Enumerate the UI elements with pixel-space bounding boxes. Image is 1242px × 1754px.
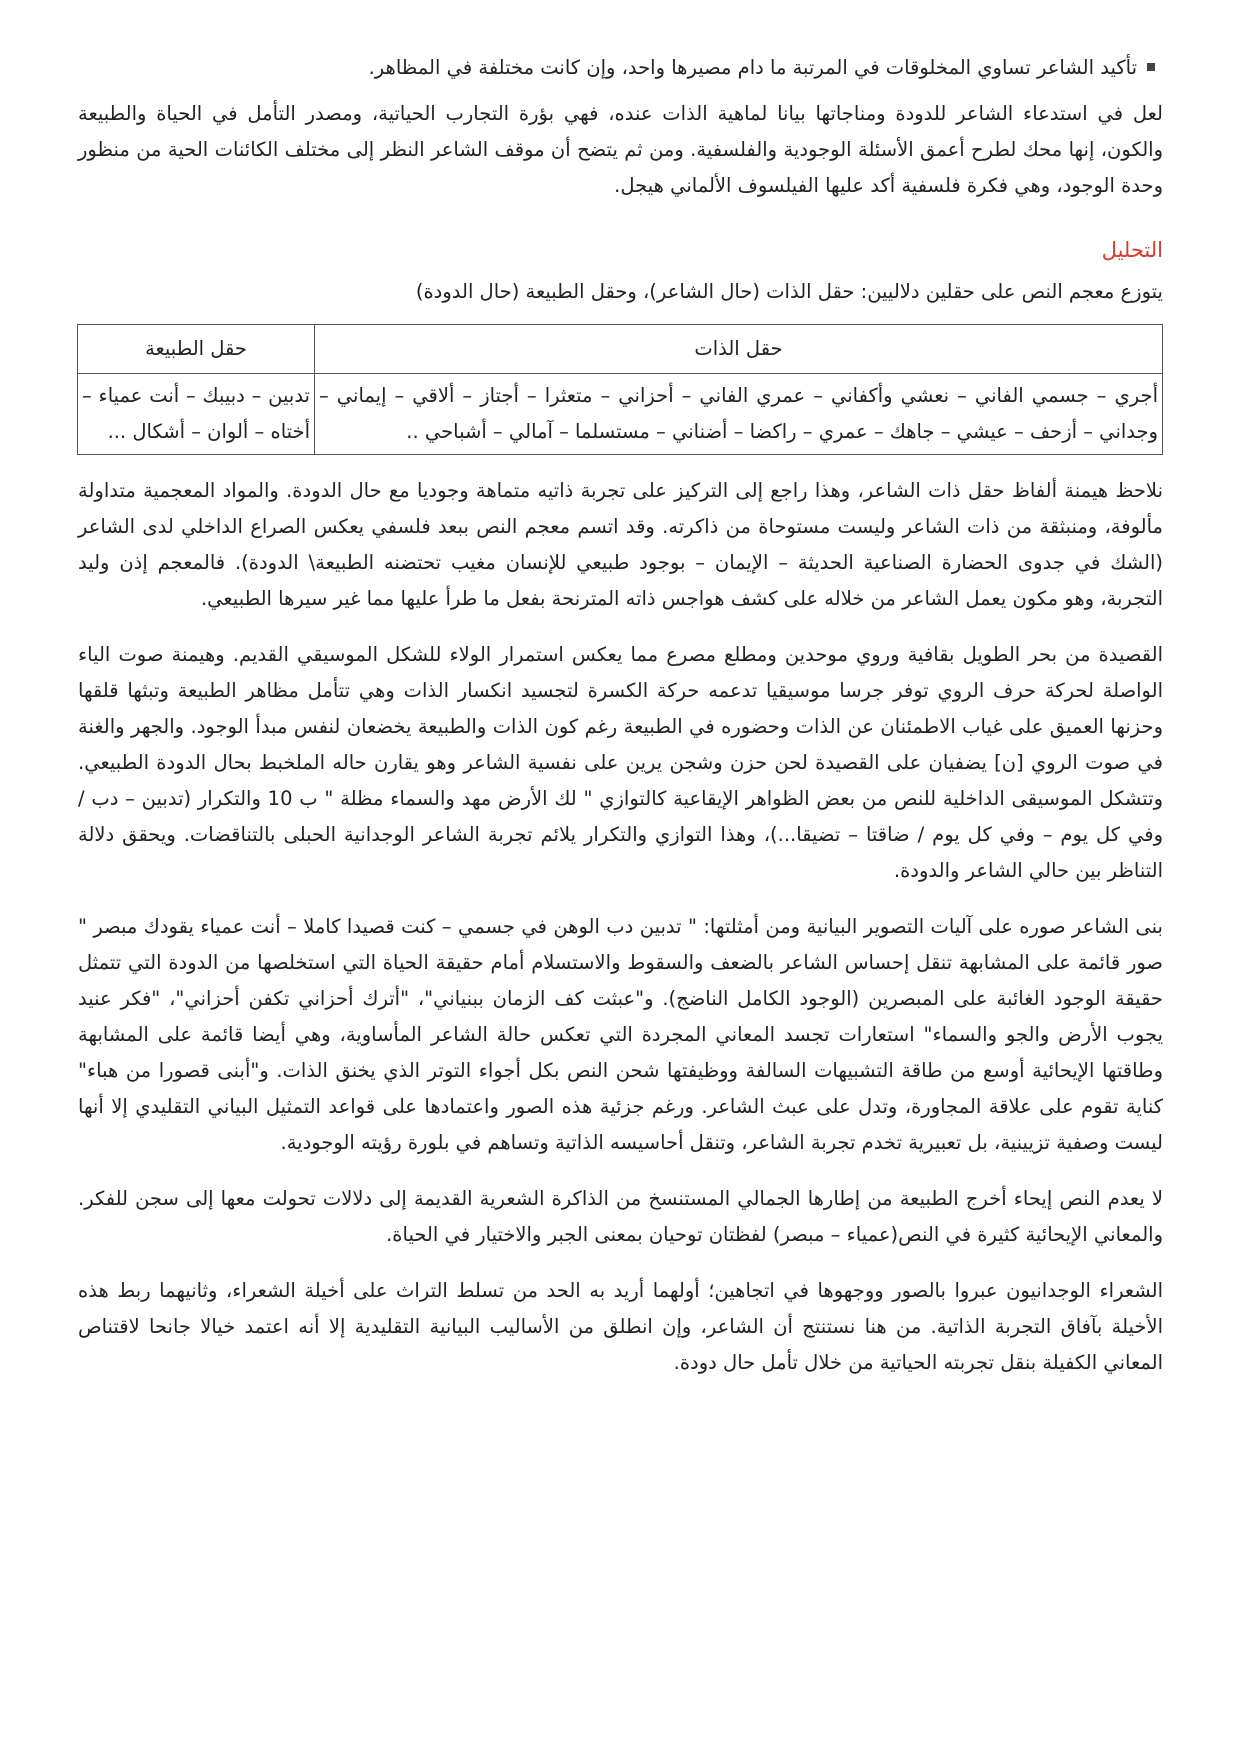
semantic-fields-table — [77, 324, 1163, 455]
bullet-text: تأكيد الشاعر تساوي المخلوقات في المرتبة ما دام مصيرها واحد، وإن كانت مختلفة في المظاهر. — [368, 56, 1137, 79]
cell-self-field: أجري – جسمي الفاني – نعشي وأكفاني – عمري الفاني – أحزاني – متعثرا – أجتاز – ألاقي – إيماني – وجداني – أزحف – عيشي – جاهك – عمري – راكضا – أضناني – مستسلما – آمالي – أشباحي .. — [315, 374, 1163, 455]
cell-nature-field: تدبين – دبيبك – أنت عمياء – أختاه – ألوان – أشكال ... — [78, 374, 315, 455]
table-row — [78, 374, 1163, 455]
paragraph-conclusion: الشعراء الوجدانيون عبروا بالصور ووجهوها في اتجاهين؛ أولهما أريد به الحد من تسلط التراث على أخيلة الشعراء، وثانيهما ربط هذه الأخيلة بآفاق التجربة الذاتية. من هنا نستنتج أن الشاعر، وإن انطلق من الأساليب البيانية التقليدية إلا أنه اعتمد خيالا جانحا لاقتناص المعاني الكفيلة بنقل تجربته الحياتية من خلال تأمل حال دودة. — [78, 1279, 1163, 1374]
paragraph-lexicon: نلاحظ هيمنة ألفاظ حقل ذات الشاعر، وهذا راجع إلى التركيز على تجربة ذاتيه متماهة وجوديا مع حال الدودة. والمواد المعجمية متداولة مألوفة، ومنبثقة من ذات الشاعر وليست مستوحاة من ذاكرته. وقد اتسم معجم النص ببعد فلسفي يعكس الصراع الداخلي لدى الشاعر (الشك في جدوى الحضارة الصناعية الحديثة – الإيمان – بوجود طبيعي للإنسان مغيب تحتضنه الطبيعة\ الدودة). فالمعجم إذن وليد التجربة، وهو مكون يعمل الشاعر من خلاله على كشف هواجس ذاته المترنحة بفعل ما طرأ عليها مما غير سيرها الطبيعي. — [78, 479, 1163, 610]
paragraph-suggestion: لا يعدم النص إيحاء أخرج الطبيعة من إطارها الجمالي المستنسخ من الذاكرة الشعرية القديمة إلى دلالات تحولت معها إلى سجن للفكر. والمعاني الإيحائية كثيرة في النص(عمياء – مبصر) لفظتان توحيان بمعنى الجبر والاختيار في الحياة. — [78, 1187, 1163, 1246]
table-intro: يتوزع معجم النص على حقلين دلاليين: حقل الذات (حال الشاعر)، وحقل الطبيعة (حال الدودة) — [415, 280, 1163, 303]
document-page — [78, 50, 1163, 1401]
intro-paragraph: لعل في استدعاء الشاعر للدودة ومناجاتها بيانا لماهية الذات عنده، فهي بؤرة التجارب الحياتية، ومصدر التأمل في الحياة والطبيعة والكون، إنها محك لطرح أعمق الأسئلة الوجودية والفلسفية. ومن ثم يتضح أن موقف الشاعر النظر إلى مختلف الكائنات الحية من منظور وحدة الوجود، وهي فكرة فلسفية أكد عليها الفيلسوف الألماني هيجل. — [78, 102, 1163, 197]
analysis-heading: التحليل — [1101, 238, 1163, 262]
bullet-item — [78, 50, 1163, 86]
header-nature-field: حقل الطبيعة — [78, 325, 315, 374]
paragraph-imagery: بنى الشاعر صوره على آليات التصوير البيانية ومن أمثلتها: " تدبين دب الوهن في جسمي – كنت قصيدا كاملا – أنت عمياء يقودك مبصر " صور قائمة على المشابهة تنقل إحساس الشاعر بالضعف والسقوط والاستسلام أمام حقيقة الحياة التي استخلصها من الدودة التي تتمثل حقيقة الوجود الغائبة على المبصرين (الوجود الكامل الناضج). و"عبثت كف الزمان ببنياني"، "أترك أحزاني تكفن أحزاني"، "فكر عنيد يجوب الأرض والجو والسماء" استعارات تجسد المعاني المجردة التي تعكس حالة الشاعر المأساوية، وهي أيضا قائمة على المشابهة وطاقتها الإيحائية أوسع من طاقة التشبيهات السالفة ووظيفتها شحن النص بكل أجواء التوتر الذي يخنق الذات. و"أبنى قصورا من هباء" كناية تقوم على علاقة المجاورة، وتدل على عبث الشاعر. ورغم جزئية هذه الصور واعتمادها على قواعد التمثيل البياني التقليدي إلا أنها ليست وصفية تزيينية، بل تعبيرية تخدم تجربة الشاعر، وتنقل أحاسيسه الذاتية وتساهم في بلورة رؤيته الوجودية. — [78, 915, 1163, 1154]
header-self-field: حقل الذات — [315, 325, 1163, 374]
table-header-row — [78, 325, 1163, 374]
bullet-square-icon — [1147, 63, 1155, 71]
paragraph-rhythm: القصيدة من بحر الطويل بقافية وروي موحدين ومطلع مصرع مما يعكس استمرار الولاء للشكل الموسيقي القديم. وهيمنة صوت الياء الواصلة لحركة حرف الروي توفر جرسا موسيقيا تدعمه حركة الكسرة لتجسيد انكسار الذات وهي تتأمل مظاهر الطبيعة وتبثها قلقها وحزنها العميق على غياب الاطمئنان عن الذات وحضوره في الطبيعة رغم كون الذات والطبيعة يخضعان لنفس مبدأ الوجود. والجهر والغنة في صوت الروي [ن] يضفيان على القصيدة لحن حزن وشجن يرين على نفسية الشاعر وهو يقارن حاله الملخبط بحال الدودة الطبيعي. وتتشكل الموسيقى الداخلية للنص من بعض الظواهر الإيقاعية كالتوازي " لك الأرض مهد والسماء مظلة " ب 10 والتكرار (تدبين – دب / وفي كل يوم – وفي كل يوم / ضاقتا – تضيقا...)، وهذا التوازي والتكرار يلائم تجربة الشاعر الوجدانية الحبلى بالتناقضات. ويحقق دلالة التناظر بين حالي الشاعر والدودة. — [78, 643, 1163, 882]
